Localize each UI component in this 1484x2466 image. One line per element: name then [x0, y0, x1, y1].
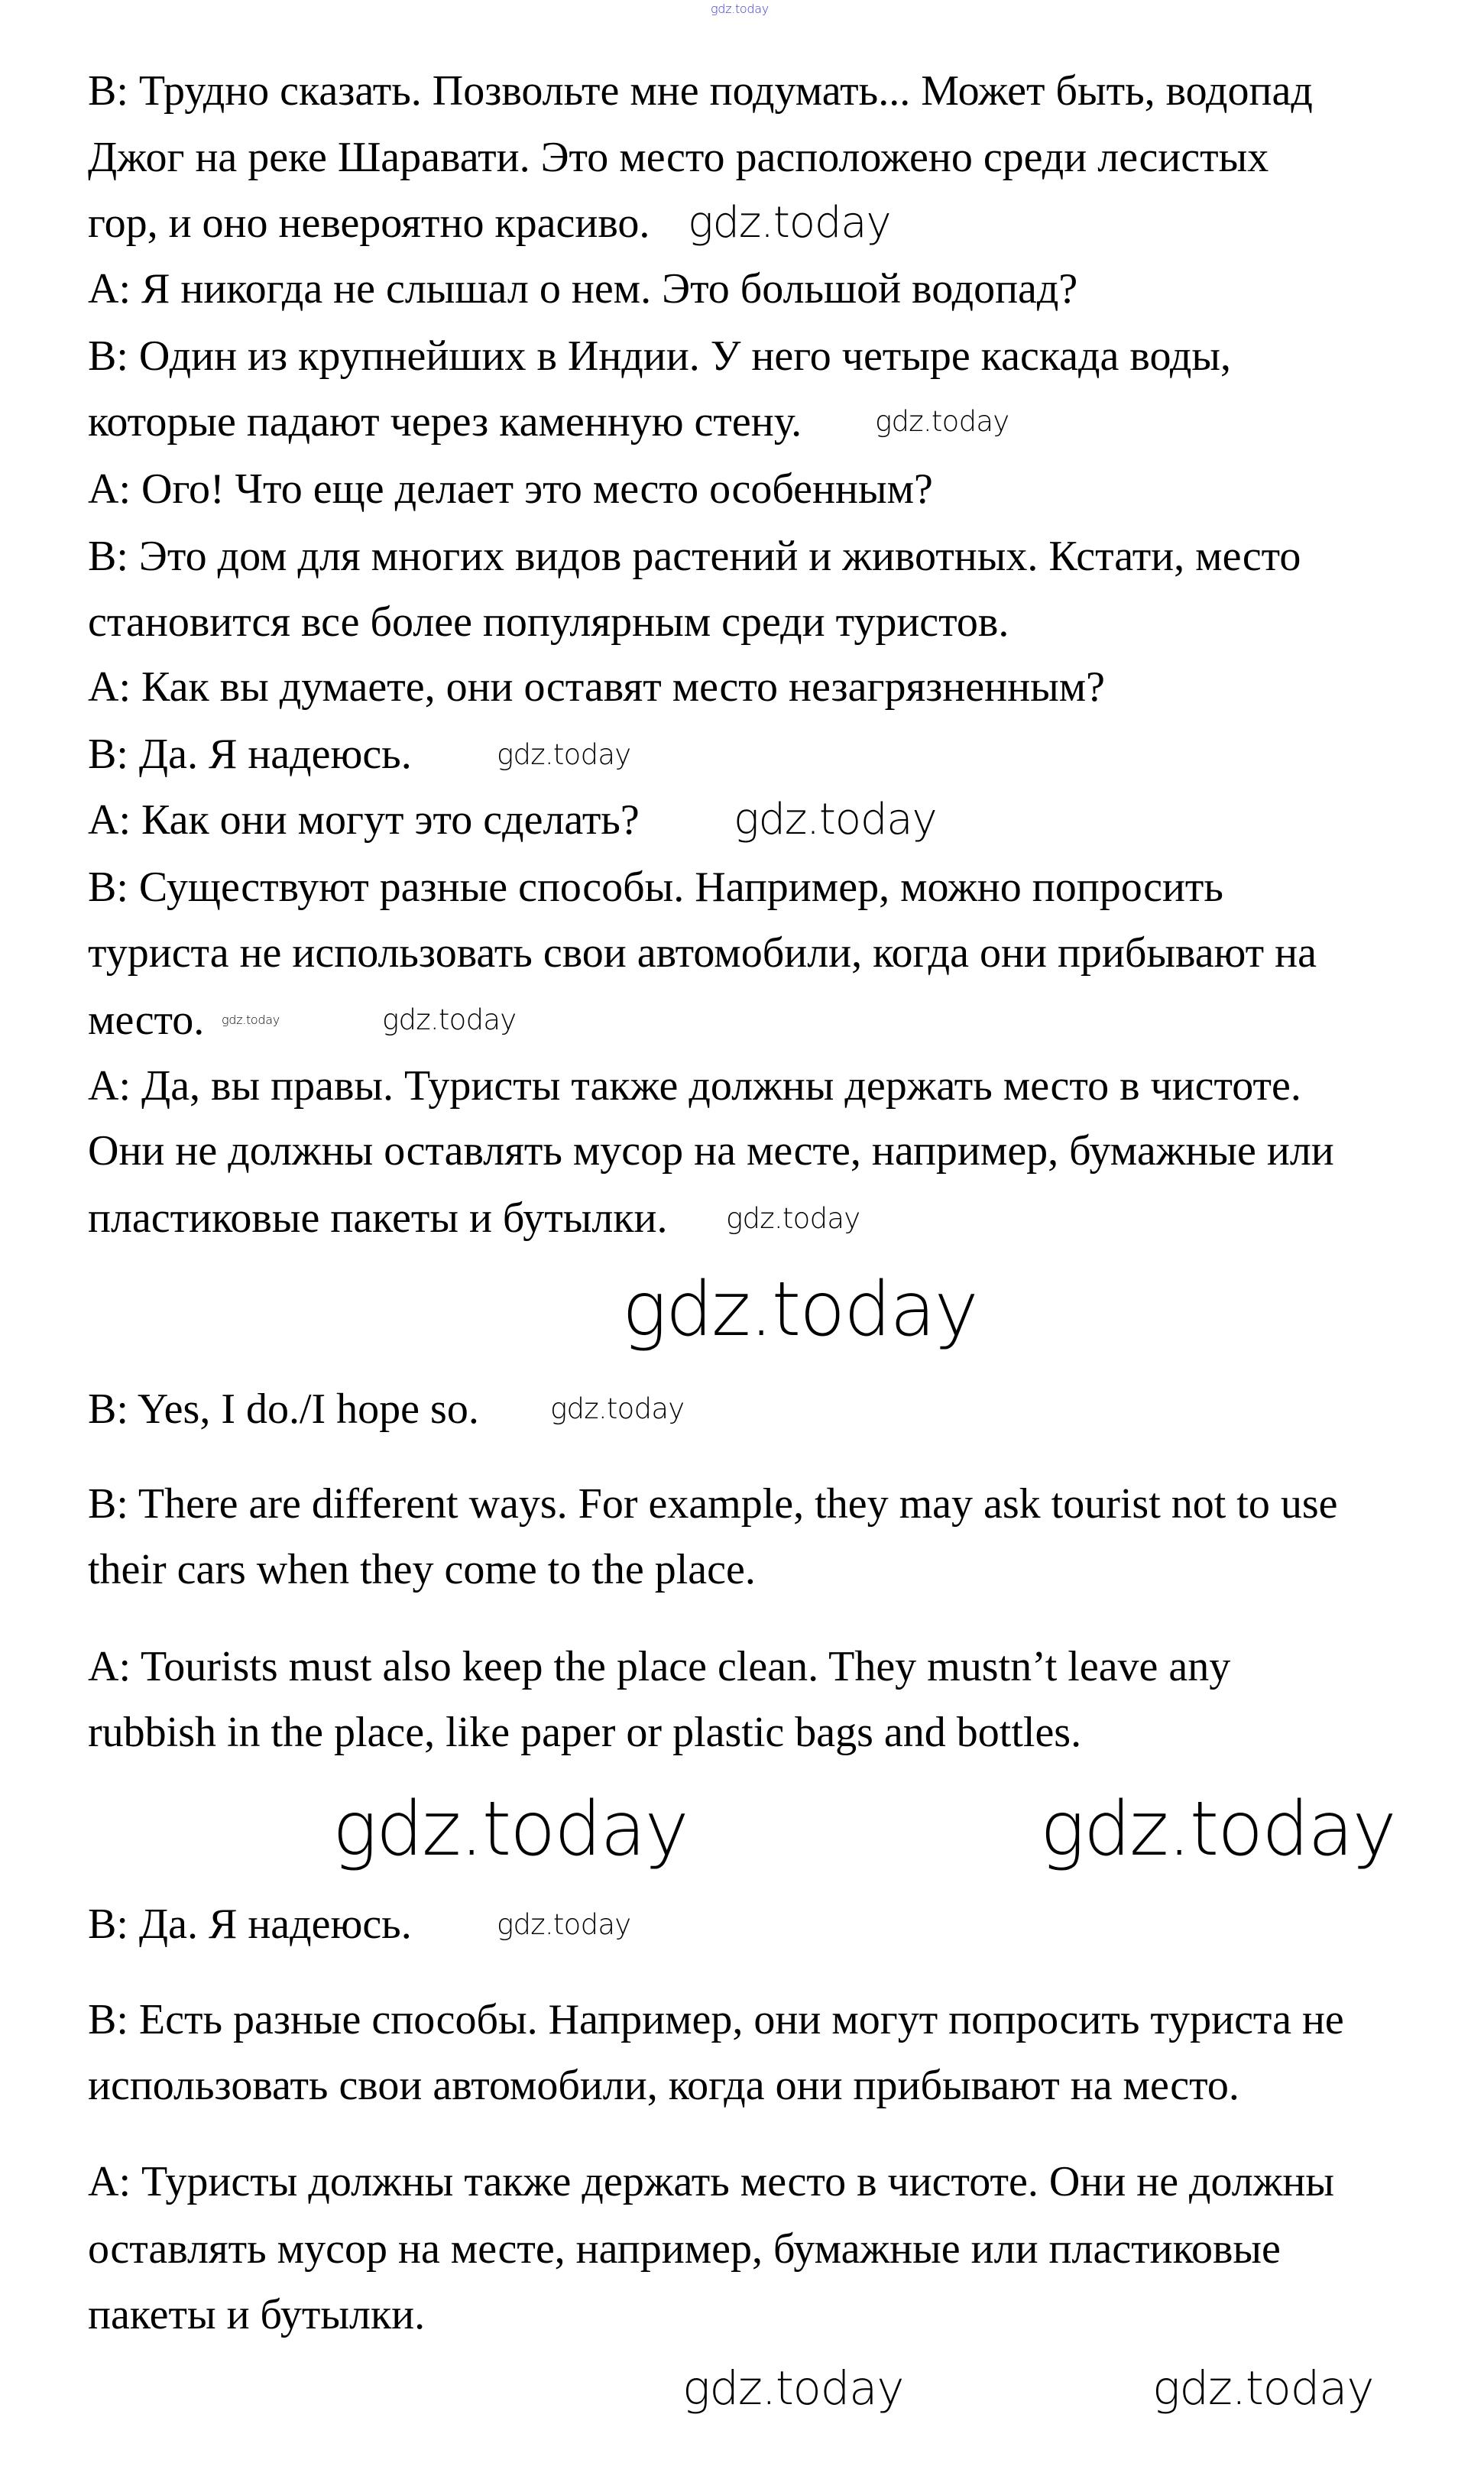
text-line: B: Один из крупнейших в Индии. У него четыре каскада воды, — [88, 332, 1231, 381]
watermark: gdz.today — [332, 1786, 688, 1873]
text-line: B: There are different ways. For example, they may ask tourist not to use — [88, 1480, 1338, 1528]
text-line: Они не должны оставлять мусор на месте, например, бумажные или — [88, 1127, 1334, 1175]
text-line: B: Yes, I do./I hope so. — [88, 1385, 479, 1433]
text-line: A: Как вы думаете, они оставят место незагрязненным? — [88, 663, 1106, 711]
watermark: gdz.today — [622, 1266, 977, 1353]
watermark: gdz.today — [382, 1003, 517, 1037]
text-line: B: Трудно сказать. Позвольте мне подумать... Может быть, водопад — [88, 66, 1313, 115]
text-line: Джог на реке Шаравати. Это место расположено среди лесистых — [88, 134, 1269, 182]
watermark: gdz.today — [875, 405, 1009, 439]
text-line: B: Да. Я надеюсь. — [88, 1901, 412, 1949]
watermark: gdz.today — [497, 737, 631, 771]
text-line: оставлять мусор на месте, например, бумажные или пластиковые — [88, 2225, 1281, 2273]
watermark: gdz.today — [726, 1201, 860, 1235]
text-line: пакеты и бутылки. — [88, 2291, 426, 2339]
text-line: A: Туристы должны также держать место в чистоте. Они не должны — [88, 2158, 1335, 2206]
watermark: gdz.today — [682, 2361, 904, 2416]
text-line: туриста не использовать свои автомобили, когда они прибывают на — [88, 928, 1317, 977]
text-line: гор, и оно невероятно красиво. — [88, 199, 650, 248]
watermark: gdz.today — [1152, 2361, 1374, 2416]
watermark: gdz.today — [734, 795, 937, 845]
watermark: gdz.today — [550, 1392, 685, 1426]
text-line: A: Tourists must also keep the place clean. They mustn’t leave any — [88, 1642, 1231, 1690]
text-line: B: Да. Я надеюсь. — [88, 731, 412, 779]
text-line: пластиковые пакеты и бутылки. — [88, 1194, 668, 1243]
text-line: A: Да, вы правы. Туристы также должны держать место в чистоте. — [88, 1061, 1301, 1110]
text-line: A: Я никогда не слышал о нем. Это большой водопад? — [88, 265, 1078, 313]
text-line: their cars when they come to the place. — [88, 1546, 756, 1594]
text-line: A: Ого! Что еще делает это место особенным? — [88, 465, 933, 513]
text-line: rubbish in the place, like paper or plastic bags and bottles. — [88, 1708, 1082, 1756]
watermark: gdz.today — [222, 1012, 280, 1027]
text-line: A: Как они могут это сделать? — [88, 796, 640, 844]
text-line: которые падают через каменную стену. — [88, 397, 802, 446]
text-line: место. — [88, 996, 205, 1044]
text-line: B: Существуют разные способы. Например, можно попросить — [88, 863, 1223, 911]
text-line: B: Это дом для многих видов растений и животных. Кстати, место — [88, 532, 1301, 580]
text-line: становится все более популярным среди туристов. — [88, 598, 1009, 646]
text-line: использовать свои автомобили, когда они прибывают на место. — [88, 2061, 1239, 2109]
watermark: gdz.today — [497, 1907, 631, 1941]
text-line: B: Есть разные способы. Например, они могут попросить туриста не — [88, 1995, 1344, 2043]
watermark: gdz.today — [1040, 1786, 1395, 1873]
watermark: gdz.today — [688, 198, 891, 248]
header-watermark: gdz.today — [711, 2, 769, 16]
